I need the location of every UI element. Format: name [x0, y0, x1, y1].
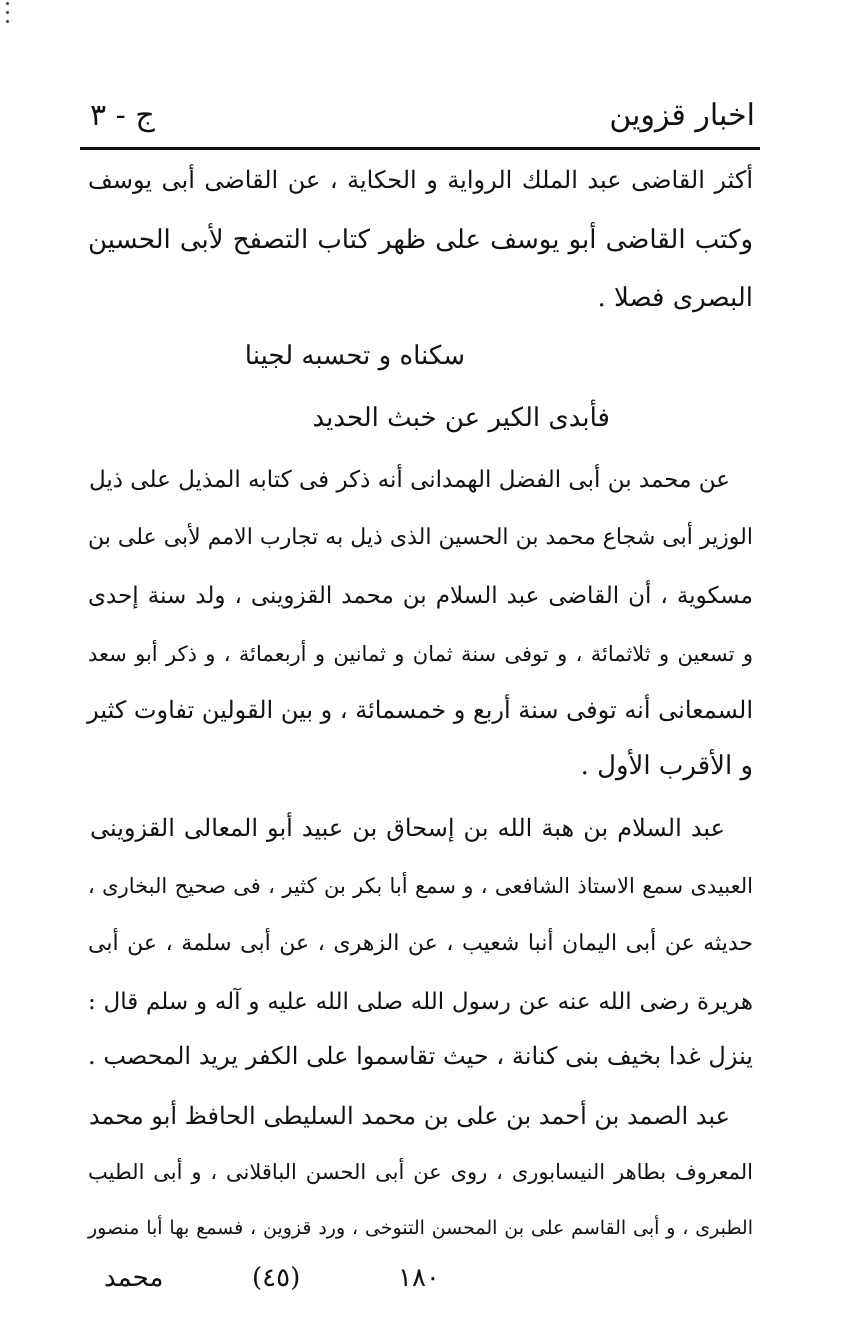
scan-speck-mark — [6, 2, 9, 34]
running-head-title: اخبار قزوين — [609, 98, 755, 133]
text-line: عبد السلام بن هبة الله بن إسحاق بن عبيد أبو المعالى القزوينى — [90, 814, 725, 842]
running-header — [90, 92, 755, 142]
text-line: ينزل غدا بخيف بنى كنانة ، حيث تقاسموا على الكفر يريد المحصب . — [88, 1042, 753, 1070]
catchword: محمد — [104, 1263, 164, 1293]
page-number: ١٨٠ — [398, 1263, 440, 1293]
text-line: مسكوية ، أن القاضى عبد السلام بن محمد القزوينى ، ولد سنة إحدى — [88, 583, 753, 609]
text-line: المعروف بطاهر النيسابورى ، روى عن أبى الحسن الباقلانى ، و أبى الطيب — [88, 1160, 753, 1184]
text-line: و تسعين و ثلاثمائة ، و توفى سنة ثمان و ثمانين و أربعمائة ، و ذكر أبو سعد — [88, 642, 753, 666]
text-line: و الأقرب الأول . — [580, 751, 753, 781]
text-line: وكتب القاضى أبو يوسف على ظهر كتاب التصفح لأبى الحسين — [88, 225, 753, 255]
text-line: حديثه عن أبى اليمان أنبا شعيب ، عن الزهرى ، عن أبى سلمة ، عن أبى — [88, 931, 753, 956]
text-line: هريرة رضى الله عنه عن رسول الله صلى الله عليه و آله و سلم قال : — [88, 989, 753, 1015]
text-line: عن محمد بن أبى الفضل الهمدانى أنه ذكر فى كتابه المذيل على ذيل — [88, 467, 730, 493]
text-line: البصرى فصلا . — [597, 283, 753, 313]
header-rule — [80, 147, 760, 150]
text-line: أكثر القاضى عبد الملك الرواية و الحكاية ، عن القاضى أبى يوسف — [88, 166, 753, 194]
text-line: الطبرى ، و أبى القاسم على بن المحسن التنوخى ، ورد قزوين ، فسمع بها أبا منصور — [88, 1217, 753, 1239]
verse-hemistich-1: سكناه و تحسبه لجينا — [244, 341, 465, 371]
text-line: الوزير أبى شجاع محمد بن الحسين الذى ذيل به تجارب الامم لأبى على بن — [88, 525, 753, 550]
volume-label: ج - ٣ — [90, 98, 155, 133]
signature-mark: (٤٥) — [252, 1263, 301, 1293]
text-line: عبد الصمد بن أحمد بن على بن محمد السليطى الحافظ أبو محمد — [88, 1102, 730, 1130]
verse-hemistich-2: فأبدى الكير عن خبث الحديد — [312, 403, 610, 433]
text-line: العبيدى سمع الاستاذ الشافعى ، و سمع أبا بكر بن كثير ، فى صحيح البخارى ، — [88, 874, 753, 898]
text-line: السمعانى أنه توفى سنة أربع و خمسمائة ، و بين القولين تفاوت كثير — [87, 696, 753, 724]
